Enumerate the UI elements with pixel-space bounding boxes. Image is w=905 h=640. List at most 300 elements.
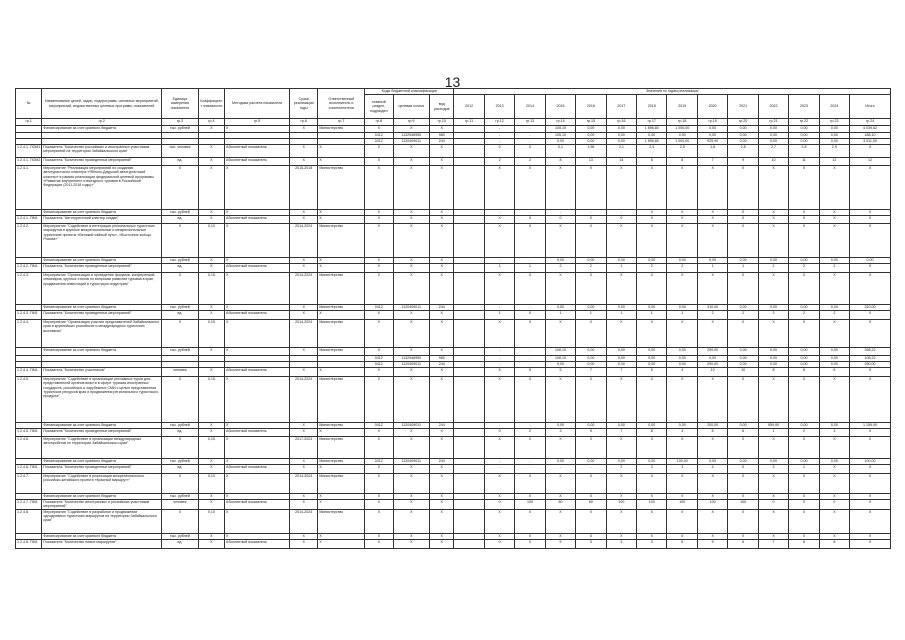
- table-row: [16, 145, 891, 158]
- table-cell: X: [318, 465, 365, 474]
- table-cell: Абсолютный показатель: [225, 158, 290, 166]
- table-cell: 0,00: [758, 459, 788, 465]
- table-cell: 105,10: [545, 126, 575, 133]
- table-cell: 0,00: [606, 126, 636, 133]
- table-cell: 0,00: [819, 305, 849, 311]
- table-cell: X: [789, 166, 819, 210]
- table-cell: X: [667, 320, 697, 348]
- table-cell: 0,10: [198, 474, 224, 494]
- table-cell: X: [365, 166, 393, 210]
- table-cell: X: [850, 437, 891, 459]
- table-cell: 8: [667, 158, 697, 166]
- table-cell: 0,00: [545, 459, 575, 465]
- table-cell: [454, 273, 484, 305]
- table-cell: X: [225, 494, 290, 500]
- table-cell: X: [290, 305, 318, 311]
- table-cell: 100: [515, 500, 545, 510]
- table-cell: X: [318, 494, 365, 500]
- header-year: 2016: [576, 95, 606, 119]
- table-cell: 8: [758, 368, 788, 377]
- table-cell: X: [318, 210, 365, 216]
- table-cell: 0,00: [758, 348, 788, 356]
- column-number: гр.7: [318, 119, 365, 126]
- table-cell: 0,00: [728, 348, 758, 356]
- table-cell: 5: [667, 539, 697, 548]
- table-cell: X: [637, 224, 667, 258]
- table-cell: 1.2.4.5. ПМ1: [16, 429, 42, 437]
- header-year: 2021: [728, 95, 758, 119]
- table-cell: 290,00: [697, 348, 727, 356]
- table-cell: X: [198, 166, 224, 210]
- table-cell: -: [576, 465, 606, 474]
- table-cell: X: [290, 145, 318, 158]
- table-cell: X: [576, 533, 606, 539]
- row-name-cell: Показатель "Количество новых маршрутов": [42, 539, 162, 548]
- table-cell: 0,00: [819, 348, 849, 356]
- table-cell: X: [697, 509, 727, 533]
- table-cell: -: [576, 210, 606, 216]
- table-cell: 1.2.4.3. ПМ1: [16, 311, 42, 320]
- table-cell: X: [545, 224, 575, 258]
- table-cell: X: [758, 216, 788, 224]
- table-row: [16, 348, 891, 356]
- table-cell: 0,00: [545, 362, 575, 368]
- table-cell: X: [789, 494, 819, 500]
- table-cell: 108,22: [850, 356, 891, 362]
- table-cell: -: [515, 305, 545, 311]
- table-cell: 100: [697, 500, 727, 510]
- table-cell: 3: [667, 465, 697, 474]
- table-cell: 0,00: [606, 348, 636, 356]
- column-number: гр.23: [819, 119, 849, 126]
- table-cell: X: [225, 377, 290, 423]
- column-number: гр.16: [606, 119, 636, 126]
- table-cell: X: [606, 273, 636, 305]
- table-cell: X: [789, 320, 819, 348]
- table-cell: 10: [758, 158, 788, 166]
- header-year: 2022: [758, 95, 788, 119]
- table-cell: X: [515, 273, 545, 305]
- table-cell: 1.2.4.2. ПМ1: [16, 264, 42, 273]
- table-cell: -: [515, 423, 545, 429]
- table-cell: X: [667, 437, 697, 459]
- table-cell: 0,00: [545, 423, 575, 429]
- row-name-cell: Мероприятие "Содействие в организации рекламных туров для представителей органов власти в сфере туризма иностранных государств, российских и зарубежных СМИ с целью представления туристских ресурсов края и продвижения регионального туристского продукта": [42, 377, 162, 423]
- table-cell: 14: [606, 158, 636, 166]
- table-cell: X: [515, 166, 545, 210]
- table-cell: X: [819, 273, 849, 305]
- table-cell: X: [637, 166, 667, 210]
- table-cell: ед.: [162, 539, 199, 548]
- table-cell: X: [576, 437, 606, 459]
- table-cell: 5: [697, 429, 727, 437]
- table-cell: X: [789, 474, 819, 494]
- header-year: 2024: [819, 95, 849, 119]
- header-budget-col: главный раздел, подраздел: [365, 95, 393, 119]
- table-cell: X: [484, 533, 514, 539]
- table-cell: X: [758, 273, 788, 305]
- table-cell: 60: [576, 500, 606, 510]
- table-cell: 0,00: [545, 258, 575, 264]
- row-name-cell: Финансирование за счет краевого бюджета: [42, 126, 162, 133]
- table-cell: 0,00: [758, 126, 788, 133]
- table-cell: X: [819, 494, 849, 500]
- table-cell: 0,00: [606, 459, 636, 465]
- column-number: гр.3: [162, 119, 199, 126]
- table-cell: 0: [728, 465, 758, 474]
- table-cell: X: [365, 533, 393, 539]
- table-cell: Министерство: [318, 459, 365, 465]
- table-cell: X: [430, 509, 454, 533]
- table-cell: X: [789, 216, 819, 224]
- table-row: [16, 539, 891, 548]
- table-cell: 100: [728, 500, 758, 510]
- table-cell: 0,15: [198, 320, 224, 348]
- table-cell: X: [290, 311, 318, 320]
- table-cell: X: [393, 210, 430, 216]
- table-cell: 0,00: [758, 133, 788, 139]
- table-cell: 2: [789, 264, 819, 273]
- row-name-cell: Мероприятие "Содействие в реализации межрегионального российско-китайского проекта «Красный маршрут»": [42, 474, 162, 494]
- table-cell: X: [318, 533, 365, 539]
- table-cell: 0,00: [728, 258, 758, 264]
- table-cell: X: [576, 377, 606, 423]
- table-cell: X: [667, 494, 697, 500]
- table-cell: 108,10: [545, 348, 575, 356]
- table-cell: X: [850, 311, 891, 320]
- table-cell: X: [198, 500, 224, 510]
- table-cell: 0: [545, 216, 575, 224]
- table-cell: X: [545, 273, 575, 305]
- table-cell: 0,00: [789, 356, 819, 362]
- table-cell: X: [697, 216, 727, 224]
- table-cell: X: [697, 166, 727, 210]
- row-name-cell: Финансирование за счет краевого бюджета: [42, 494, 162, 500]
- table-cell: -: [484, 459, 514, 465]
- table-cell: 0412: [365, 362, 393, 368]
- table-cell: 1: [606, 311, 636, 320]
- table-row: [16, 509, 891, 533]
- table-cell: X: [365, 539, 393, 548]
- table-cell: X: [697, 210, 727, 216]
- table-cell: 0: [484, 539, 514, 548]
- header-method: Методика расчета показателя: [225, 89, 290, 119]
- table-cell: 0,00: [850, 258, 891, 264]
- table-row: [16, 377, 891, 423]
- table-cell: 0,00: [819, 356, 849, 362]
- table-cell: X: [198, 539, 224, 548]
- table-cell: X: [545, 474, 575, 494]
- table-cell: X: [606, 437, 636, 459]
- table-cell: X: [393, 348, 430, 356]
- table-cell: 0,00: [819, 423, 849, 429]
- table-cell: X: [225, 210, 290, 216]
- table-cell: [454, 311, 484, 320]
- table-cell: тыс. рублей: [162, 126, 199, 133]
- table-cell: 2,4: [637, 145, 667, 158]
- table-cell: 2: [758, 311, 788, 320]
- table-cell: [454, 158, 484, 166]
- table-cell: X: [198, 158, 224, 166]
- table-cell: ед.: [162, 311, 199, 320]
- table-cell: 10: [697, 368, 727, 377]
- column-number: гр.8: [365, 119, 393, 126]
- table-cell: X: [430, 539, 454, 548]
- table-cell: [454, 539, 484, 548]
- table-cell: X: [365, 264, 393, 273]
- header-year: 2023: [789, 95, 819, 119]
- table-cell: 1.2.4.1. ПОМ2: [16, 158, 42, 166]
- table-cell: 8: [819, 368, 849, 377]
- table-cell: 3: [758, 465, 788, 474]
- table-cell: Абсолютный показатель: [225, 539, 290, 548]
- table-cell: 1.2.4.6.: [16, 437, 42, 459]
- table-cell: X: [667, 533, 697, 539]
- table-cell: 4 039,62: [850, 126, 891, 133]
- table-cell: 1 896,80: [637, 139, 667, 145]
- table-cell: X: [430, 166, 454, 210]
- table-cell: 0,00: [789, 423, 819, 429]
- table-cell: ед.: [162, 216, 199, 224]
- table-cell: 8: [819, 539, 849, 548]
- table-cell: человек: [162, 368, 199, 377]
- table-cell: 0,00: [667, 362, 697, 368]
- table-row: [16, 429, 891, 437]
- table-cell: 1132946950: [393, 356, 430, 362]
- table-cell: X: [819, 377, 849, 423]
- table-cell: [454, 264, 484, 273]
- table-cell: -: [484, 356, 514, 362]
- table-cell: X: [758, 474, 788, 494]
- table-cell: Министерство: [318, 320, 365, 348]
- table-cell: 0,00: [789, 459, 819, 465]
- table-cell: [454, 216, 484, 224]
- table-cell: 8: [789, 539, 819, 548]
- table-cell: Министерство: [318, 273, 365, 305]
- table-cell: X: [789, 533, 819, 539]
- table-cell: X: [728, 273, 758, 305]
- table-cell: 0,00: [576, 362, 606, 368]
- table-cell: 0412: [365, 139, 393, 145]
- table-cell: X: [198, 368, 224, 377]
- table-cell: X: [515, 474, 545, 494]
- table-cell: [454, 474, 484, 494]
- table-cell: X: [393, 474, 430, 494]
- table-header: [16, 89, 891, 126]
- table-cell: X: [515, 224, 545, 258]
- table-cell: -: [515, 348, 545, 356]
- table-cell: 2014-2024: [290, 224, 318, 258]
- table-cell: X: [430, 429, 454, 437]
- table-cell: X: [576, 320, 606, 348]
- table-cell: X: [697, 273, 727, 305]
- table-cell: X: [365, 368, 393, 377]
- table-cell: 7: [697, 158, 727, 166]
- table-cell: X: [606, 533, 636, 539]
- table-cell: 3: [545, 429, 575, 437]
- table-cell: 0,00: [789, 362, 819, 368]
- header-year: 2020: [697, 95, 727, 119]
- header-year: 2018: [637, 95, 667, 119]
- row-name-cell: Мероприятие "Организация участия представителей Забайкальского края в крупнейших российских и международных туристских выставках": [42, 320, 162, 348]
- table-cell: X: [545, 377, 575, 423]
- table-cell: [454, 224, 484, 258]
- table-cell: X: [430, 311, 454, 320]
- table-cell: 0,00: [819, 126, 849, 133]
- table-cell: 4: [667, 429, 697, 437]
- table-cell: X: [393, 264, 430, 273]
- table-cell: X: [637, 437, 667, 459]
- table-cell: X: [758, 437, 788, 459]
- table-cell: 0,00: [728, 356, 758, 362]
- header-budget-group: Коды бюджетной классификации: [365, 89, 454, 95]
- table-cell: X: [850, 377, 891, 423]
- table-cell: 980: [430, 133, 454, 139]
- table-cell: ед.: [162, 264, 199, 273]
- header-name: Наименование целей, задач, подпрограмм, основных мероприятий, мероприятий, ведомственных целевых программ, показателей: [42, 89, 162, 119]
- table-cell: -: [484, 423, 514, 429]
- table-cell: X: [697, 224, 727, 258]
- row-name-cell: Показатель "Количество проведенных мероприятий": [42, 429, 162, 437]
- table-body: [16, 126, 891, 549]
- table-cell: X: [545, 437, 575, 459]
- table-cell: 0,00: [697, 356, 727, 362]
- row-name-cell: Финансирование за счет краевого бюджета: [42, 423, 162, 429]
- table-cell: 0,00: [758, 258, 788, 264]
- table-cell: X: [162, 224, 199, 258]
- table-cell: X: [728, 377, 758, 423]
- table-cell: 2,9: [819, 145, 849, 158]
- table-cell: X: [430, 377, 454, 423]
- table-cell: 2: [819, 264, 849, 273]
- table-cell: X: [515, 437, 545, 459]
- table-cell: 2,5: [667, 145, 697, 158]
- table-cell: 0,00: [789, 126, 819, 133]
- table-cell: 2014-2024: [290, 509, 318, 533]
- table-cell: 0: [515, 311, 545, 320]
- table-cell: Абсолютный показатель: [225, 465, 290, 474]
- table-cell: [454, 320, 484, 348]
- table-cell: X: [393, 509, 430, 533]
- table-cell: 0,00: [758, 305, 788, 311]
- table-cell: 0,00: [576, 133, 606, 139]
- table-cell: X: [850, 494, 891, 500]
- table-cell: X: [225, 273, 290, 305]
- table-cell: X: [637, 474, 667, 494]
- table-cell: 5: [576, 429, 606, 437]
- header-coef: Коэффициент значимости: [198, 89, 224, 119]
- table-cell: X: [515, 320, 545, 348]
- table-cell: X: [430, 273, 454, 305]
- table-cell: 0,00: [667, 133, 697, 139]
- table-cell: X: [290, 465, 318, 474]
- table-cell: X: [365, 210, 393, 216]
- table-cell: 0,15: [198, 273, 224, 305]
- table-cell: 0,00: [728, 126, 758, 133]
- table-cell: -: [515, 258, 545, 264]
- table-cell: 8: [789, 368, 819, 377]
- table-cell: 7: [758, 539, 788, 548]
- table-cell: [454, 145, 484, 158]
- table-cell: 0,00: [606, 139, 636, 145]
- table-cell: 0,00: [637, 258, 667, 264]
- column-number: гр.2: [42, 119, 162, 126]
- table-cell: 0,10: [198, 509, 224, 533]
- row-name-cell: Финансирование за счет краевого бюджета: [42, 459, 162, 465]
- header-unit: Единица измерения показателя: [162, 89, 199, 119]
- table-cell: X: [225, 459, 290, 465]
- table-cell: X: [365, 500, 393, 510]
- table-cell: X: [606, 377, 636, 423]
- table-cell: X: [606, 494, 636, 500]
- table-cell: X: [758, 533, 788, 539]
- column-number: гр.4: [198, 119, 224, 126]
- table-cell: 2: [667, 264, 697, 273]
- table-cell: X: [576, 273, 606, 305]
- table-cell: 0412: [365, 423, 393, 429]
- row-name-cell: Мероприятие "Содействие в организации международных автопробегов по территории Забайкальского края": [42, 437, 162, 459]
- table-cell: 0,00: [758, 356, 788, 362]
- table-cell: 2014-2024: [290, 273, 318, 305]
- table-cell: 3: [819, 429, 849, 437]
- table-row: [16, 224, 891, 258]
- table-cell: 1 159,90: [850, 423, 891, 429]
- table-cell: X: [728, 320, 758, 348]
- table-cell: 0: [758, 500, 788, 510]
- table-cell: 1: [789, 465, 819, 474]
- table-cell: X: [545, 320, 575, 348]
- table-cell: 11: [789, 158, 819, 166]
- table-cell: X: [162, 509, 199, 533]
- table-cell: X: [318, 539, 365, 548]
- table-cell: -: [484, 210, 514, 216]
- table-cell: -: [515, 139, 545, 145]
- table-cell: 0,00: [576, 356, 606, 362]
- table-cell: Министерство: [318, 437, 365, 459]
- table-cell: X: [198, 311, 224, 320]
- table-cell: 1: [637, 311, 667, 320]
- table-cell: X: [198, 459, 224, 465]
- table-cell: 100,00: [850, 459, 891, 465]
- table-row: [16, 368, 891, 377]
- page-number: 13: [444, 74, 461, 90]
- table-cell: X: [162, 273, 199, 305]
- table-cell: 0412: [365, 356, 393, 362]
- table-cell: X: [667, 210, 697, 216]
- table-cell: X: [318, 158, 365, 166]
- table-cell: X: [667, 474, 697, 494]
- table-cell: X: [850, 264, 891, 273]
- table-cell: X: [430, 224, 454, 258]
- table-cell: X: [637, 533, 667, 539]
- table-cell: 1 000,00: [667, 126, 697, 133]
- column-number: гр.13: [515, 119, 545, 126]
- table-cell: X: [365, 145, 393, 158]
- table-cell: X: [606, 224, 636, 258]
- table-cell: X: [365, 224, 393, 258]
- table-row: [16, 311, 891, 320]
- table-cell: 1: [576, 311, 606, 320]
- row-name-cell: Финансирование за счет краевого бюджета: [42, 258, 162, 264]
- table-cell: X: [545, 533, 575, 539]
- table-cell: 9: [728, 158, 758, 166]
- table-cell: 0,10: [198, 224, 224, 258]
- table-cell: 2: [606, 465, 636, 474]
- table-cell: X: [225, 509, 290, 533]
- table-cell: 1: [758, 429, 788, 437]
- table-cell: 4: [697, 465, 727, 474]
- table-cell: X: [365, 377, 393, 423]
